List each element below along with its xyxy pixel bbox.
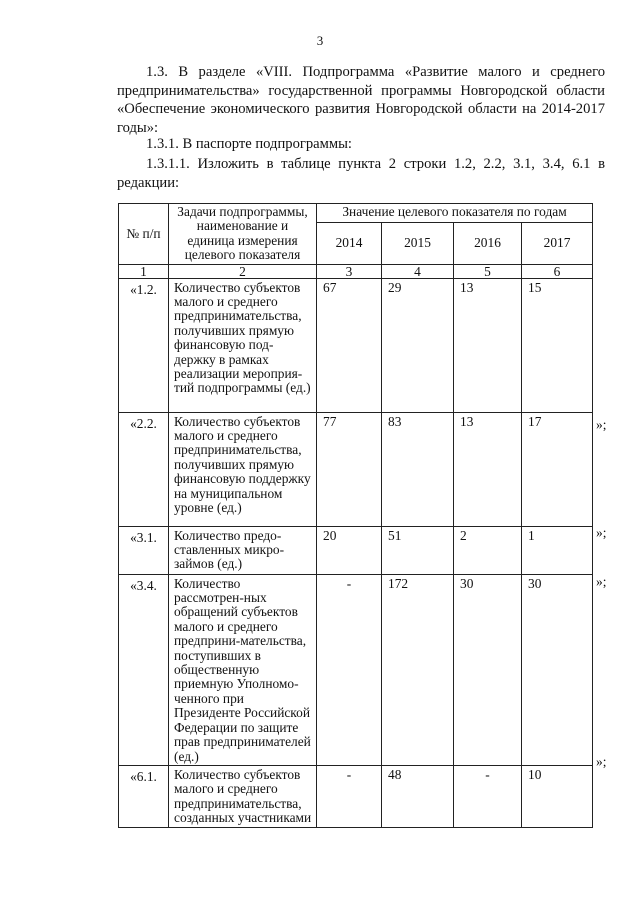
indicator-name: Количество предо-ставленных микро-займов (ед.): [169, 526, 317, 574]
page-number: 3: [316, 33, 324, 48]
row-number: «1.2.: [119, 278, 169, 412]
value-2014: -: [317, 765, 382, 827]
row-end-mark: »;: [596, 574, 607, 589]
paragraph-section-1-3: 1.3. В разделе «VIII. Подпрограмма «Развитие малого и среднего предпринимательства» государственной программы Новгородской области «Обеспечение экономического развития Новгородской области на 2014-2017 годы»:: [117, 64, 605, 136]
column-header-number: № п/п: [119, 204, 169, 265]
indicator-name: Количество субъектов малого и среднего предпринимательства, созданных участниками: [169, 765, 317, 827]
row-end-mark: »;: [596, 754, 607, 769]
value-2014: 77: [317, 412, 382, 526]
column-header-year: 2014: [317, 223, 382, 264]
column-index: 4: [382, 264, 454, 278]
column-header-task: Задачи подпрограммы, наименование и единица измерения целевого показателя: [169, 204, 317, 265]
column-header-year: 2017: [522, 223, 593, 264]
table-row: [119, 278, 593, 412]
value-2017: 10: [522, 765, 593, 827]
row-end-mark: »;: [596, 417, 607, 432]
column-index: 1: [119, 264, 169, 278]
table-row: [119, 574, 593, 765]
value-2015: 51: [382, 526, 454, 574]
value-2016: 13: [454, 278, 522, 412]
table-index-row: [119, 264, 593, 278]
value-2016: -: [454, 765, 522, 827]
column-index: 3: [317, 264, 382, 278]
value-2015: 172: [382, 574, 454, 765]
table-row: [119, 412, 593, 526]
column-header-year: 2015: [382, 223, 454, 264]
value-2014: -: [317, 574, 382, 765]
value-2015: 29: [382, 278, 454, 412]
indicator-name: Количество субъектов малого и среднего предпринимательства, получивших прямую финансовую поддержку на муниципальном уровне (ед.): [169, 412, 317, 526]
value-2016: 30: [454, 574, 522, 765]
column-index: 6: [522, 264, 593, 278]
column-index: 2: [169, 264, 317, 278]
paragraph-section-1-3-1-1: 1.3.1.1. Изложить в таблице пункта 2 строки 1.2, 2.2, 3.1, 3.4, 6.1 в редакции:: [117, 156, 605, 191]
value-2015: 48: [382, 765, 454, 827]
row-end-mark: »;: [596, 525, 607, 540]
value-2017: 17: [522, 412, 593, 526]
value-2014: 67: [317, 278, 382, 412]
table-row: [119, 526, 593, 574]
paragraph-section-1-3-1: 1.3.1. В паспорте подпрограммы:: [146, 136, 352, 152]
row-number: «3.1.: [119, 526, 169, 574]
indicator-table: [118, 203, 593, 828]
value-2017: 30: [522, 574, 593, 765]
column-header-year: 2016: [454, 223, 522, 264]
indicator-name: Количество рассмотрен-ных обращений субъектов малого и среднего предприни-мательства, поступивших в общественную приемную Уполномо-ченного при Президенте Российской Федерации по защите прав предпринимателей (ед.): [169, 574, 317, 765]
value-2014: 20: [317, 526, 382, 574]
indicator-name: Количество субъектов малого и среднего предпринимательства, получивших прямую финансовую под-держку в рамках реализации мероприя-тий подпрограммы (ед.): [169, 278, 317, 412]
value-2015: 83: [382, 412, 454, 526]
table-row: [119, 765, 593, 827]
value-2016: 2: [454, 526, 522, 574]
value-2016: 13: [454, 412, 522, 526]
row-number: «3.4.: [119, 574, 169, 765]
value-2017: 1: [522, 526, 593, 574]
column-header-values-by-year: Значение целевого показателя по годам: [317, 204, 593, 223]
row-number: «2.2.: [119, 412, 169, 526]
table-header-row: [119, 204, 593, 223]
value-2017: 15: [522, 278, 593, 412]
row-number: «6.1.: [119, 765, 169, 827]
column-index: 5: [454, 264, 522, 278]
